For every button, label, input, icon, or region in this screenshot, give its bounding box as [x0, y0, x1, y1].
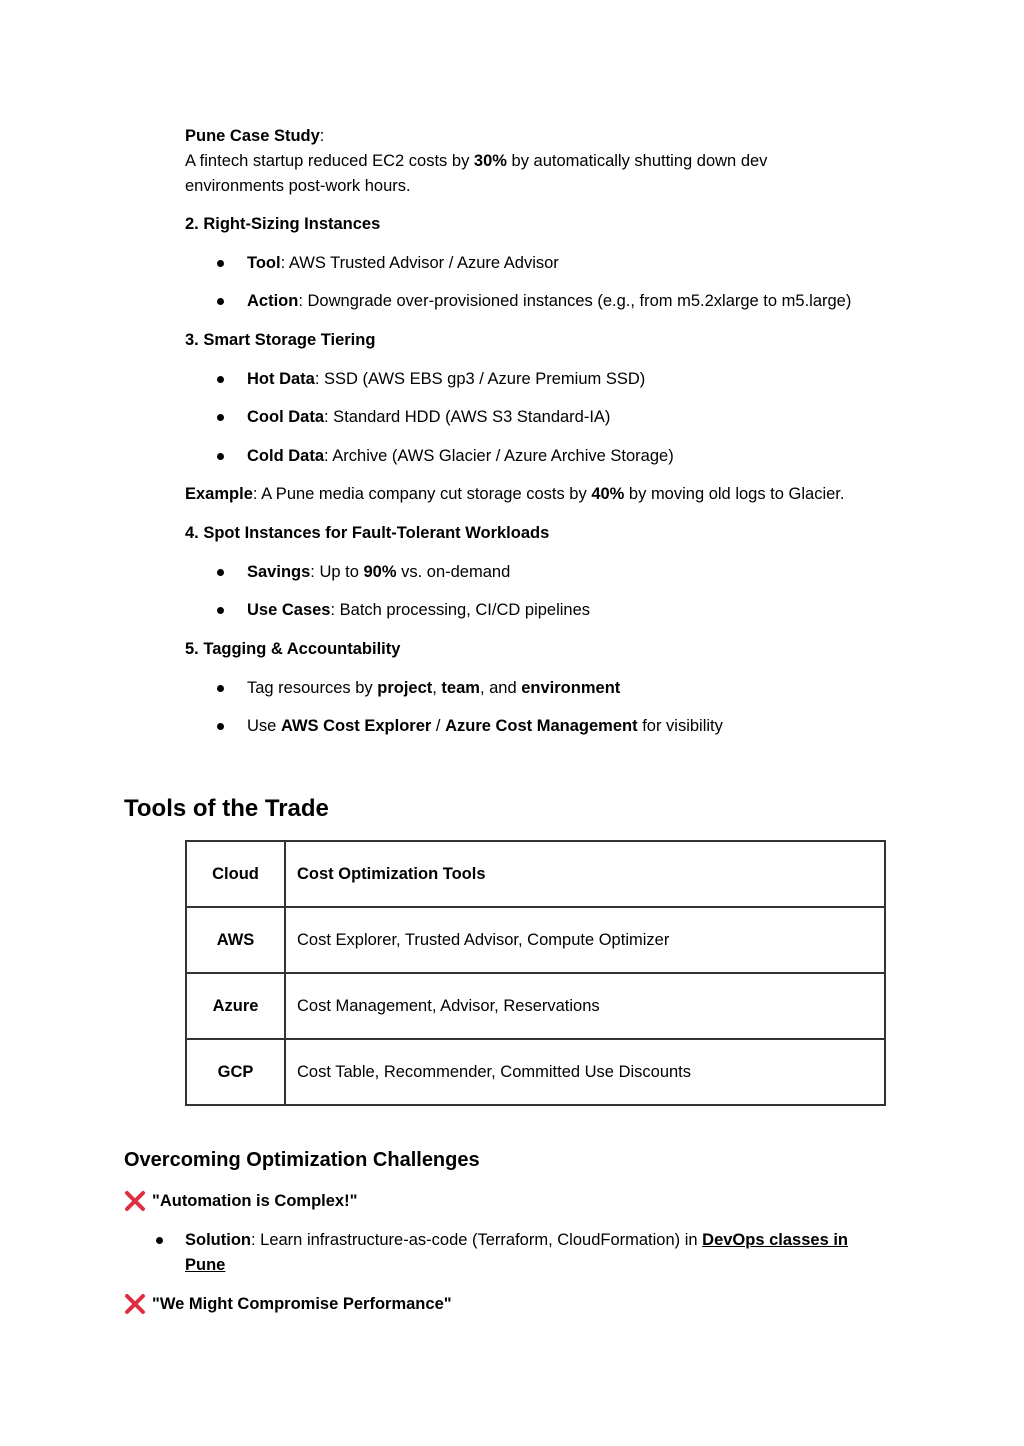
section-heading-text: 2. Right-Sizing Instances: [185, 215, 381, 233]
list-item-text: : Batch processing, CI/CD pipelines: [330, 601, 591, 619]
list-item-label: Cool Data: [247, 408, 325, 426]
bullet-icon: [156, 1237, 163, 1244]
bullet-icon: [217, 376, 224, 383]
bullet-icon: [217, 298, 224, 305]
case-study-label-line: [185, 124, 324, 148]
list-item-text-cont: for visibility: [637, 717, 723, 735]
bullet-icon: [217, 723, 224, 730]
tag-project: project: [377, 679, 433, 697]
table-cell-tools: Cost Table, Recommender, Committed Use Discounts: [285, 1039, 885, 1105]
list-item-label: Hot Data: [247, 370, 315, 388]
challenges-heading: Overcoming Optimization Challenges: [124, 1149, 480, 1171]
section-heading-tagging: [185, 637, 400, 661]
separator: /: [431, 717, 446, 735]
case-study-label: Pune Case Study: [185, 127, 320, 145]
table-cell-cloud: GCP: [186, 1039, 285, 1105]
example-percent: 40%: [591, 485, 625, 503]
list-item-text: Tag resources by: [247, 679, 378, 697]
tools-heading: Tools of the Trade: [124, 795, 329, 822]
table-header-row: [186, 841, 885, 907]
case-study-text-cont: by automatically shutting down dev: [506, 152, 768, 170]
case-study-text: A fintech startup reduced EC2 costs by: [185, 152, 474, 170]
list-item-text: : SSD (AWS EBS gp3 / Azure Premium SSD): [314, 370, 646, 388]
section-heading-text: 4. Spot Instances for Fault-Tolerant Workloads: [185, 524, 550, 542]
example-label: Example: [185, 485, 253, 503]
challenge-title: [152, 1189, 357, 1213]
list-item: [247, 289, 851, 313]
list-item: [247, 367, 645, 391]
tools-table: [185, 840, 886, 1106]
solution-label: Solution: [185, 1231, 251, 1249]
example-line: [185, 482, 844, 506]
table-cell-cloud: Azure: [186, 973, 285, 1039]
list-item-text: : Up to: [310, 563, 364, 581]
list-item-text: : Standard HDD (AWS S3 Standard-IA): [324, 408, 611, 426]
table-header-tools: Cost Optimization Tools: [285, 841, 885, 907]
table-row: [186, 1039, 885, 1105]
tag-team: team: [441, 679, 480, 697]
list-item-text: : Downgrade over-provisioned instances (e.g., from m5.2xlarge to m5.large): [298, 292, 852, 310]
list-item: [247, 598, 590, 622]
table-header-cloud: Cloud: [186, 841, 285, 907]
section-heading-text: 5. Tagging & Accountability: [185, 640, 401, 658]
list-item-text: : Archive (AWS Glacier / Azure Archive Storage): [324, 447, 674, 465]
table-row: [186, 973, 885, 1039]
solution-text: : Learn infrastructure-as-code (Terraform, CloudFormation) in: [250, 1231, 703, 1249]
cross-mark-icon: [124, 1190, 146, 1212]
challenge-title-text: "We Might Compromise Performance": [152, 1295, 452, 1313]
table-row: [186, 907, 885, 973]
table-cell-tools: Cost Management, Advisor, Reservations: [285, 973, 885, 1039]
list-item-text-cont: vs. on-demand: [396, 563, 511, 581]
section-heading-right-sizing: [185, 212, 380, 236]
list-item-label: Tool: [247, 254, 281, 272]
tool-azure-cost-management: Azure Cost Management: [445, 717, 638, 735]
table-cell-tools: Cost Explorer, Trusted Advisor, Compute Optimizer: [285, 907, 885, 973]
example-text-cont: by moving old logs to Glacier.: [624, 485, 845, 503]
list-item-percent: 90%: [363, 563, 397, 581]
challenge-title: [152, 1292, 452, 1316]
tool-aws-cost-explorer: AWS Cost Explorer: [280, 717, 432, 735]
section-heading-storage-tiering: [185, 328, 375, 352]
bullet-icon: [217, 453, 224, 460]
cross-mark-icon: [124, 1293, 146, 1315]
bullet-icon: [217, 414, 224, 421]
list-item-label: Cold Data: [247, 447, 325, 465]
list-item: [247, 676, 620, 700]
list-item-text: Use: [247, 717, 281, 735]
list-item-text: : AWS Trusted Advisor / Azure Advisor: [280, 254, 559, 272]
list-item-label: Use Cases: [247, 601, 331, 619]
table-cell-cloud: AWS: [186, 907, 285, 973]
list-item: [247, 444, 674, 468]
challenge-title-text: "Automation is Complex!": [152, 1192, 358, 1210]
separator: ,: [432, 679, 442, 697]
devops-classes-link[interactable]: DevOps classes in: [702, 1231, 848, 1249]
bullet-icon: [217, 607, 224, 614]
case-study-percent: 30%: [473, 152, 507, 170]
list-item: [247, 405, 610, 429]
case-study-line-1: [185, 149, 767, 173]
bullet-icon: [217, 569, 224, 576]
devops-classes-link-cont[interactable]: Pune: [185, 1256, 226, 1274]
tag-environment: environment: [521, 679, 621, 697]
solution-line-1: [185, 1228, 848, 1252]
list-item-label: Action: [247, 292, 299, 310]
section-heading-spot-instances: [185, 521, 549, 545]
bullet-icon: [217, 260, 224, 267]
case-study-line-2: environments post-work hours.: [185, 177, 411, 195]
case-study-colon: :: [319, 127, 325, 145]
bullet-icon: [217, 685, 224, 692]
solution-line-2: [185, 1253, 225, 1277]
list-item: [247, 560, 510, 584]
separator: , and: [479, 679, 522, 697]
list-item-label: Savings: [247, 563, 311, 581]
list-item: [247, 251, 559, 275]
list-item: [247, 714, 723, 738]
example-text: : A Pune media company cut storage costs by: [252, 485, 592, 503]
section-heading-text: 3. Smart Storage Tiering: [185, 331, 376, 349]
